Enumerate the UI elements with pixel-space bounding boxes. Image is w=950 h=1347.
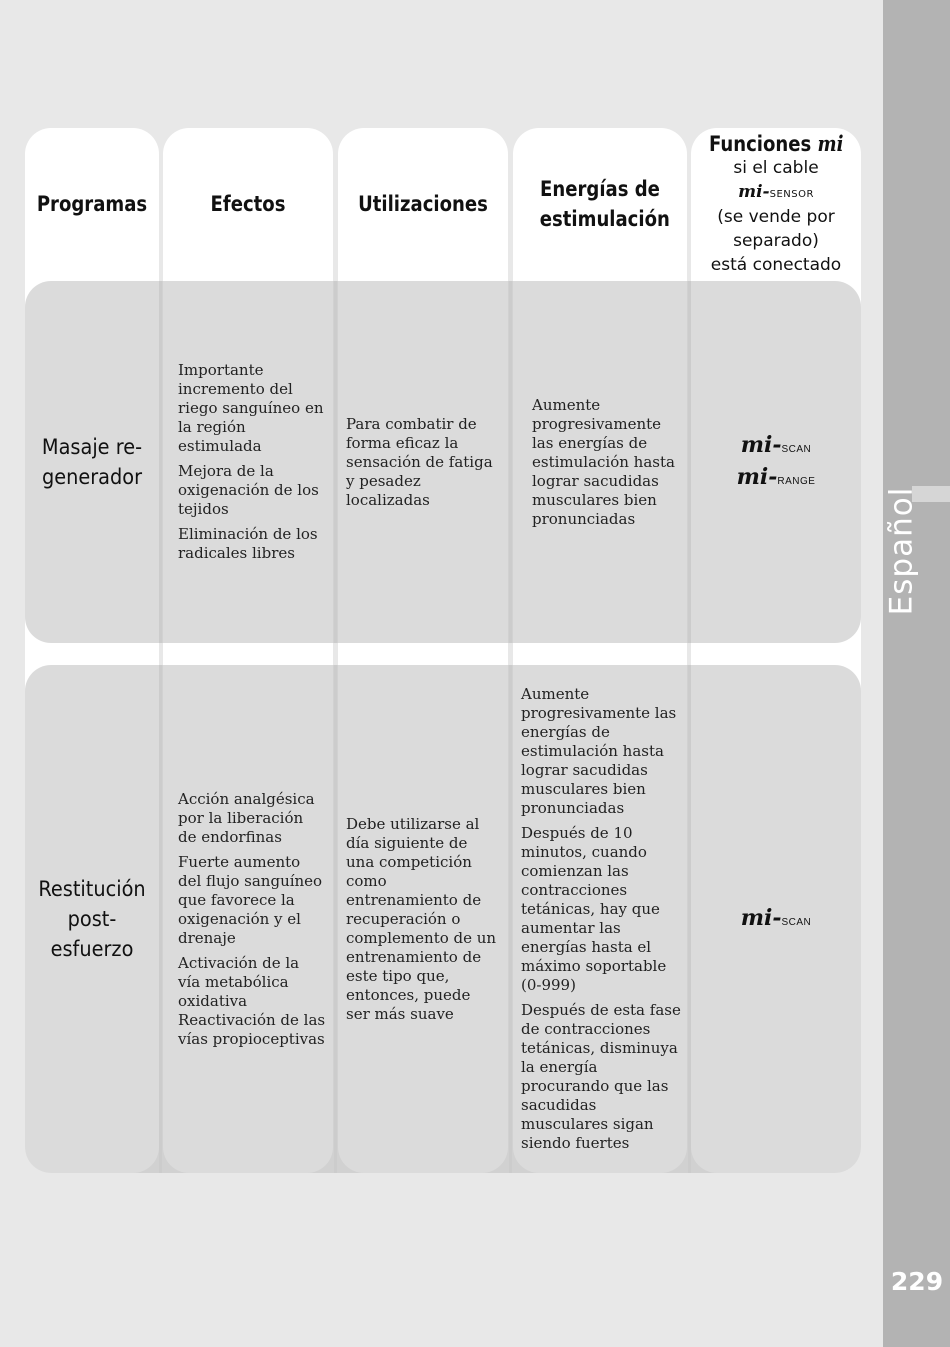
programa-name: [30, 281, 153, 643]
function-name: scan: [781, 439, 812, 455]
efecto-item: Acción analgésica por la liberación de endorfinas: [178, 789, 315, 846]
function-range: [737, 462, 816, 494]
row1-separator: [509, 281, 512, 643]
programa-text: Restitución post- esfuerzo: [38, 877, 146, 961]
row1-separator: [334, 281, 337, 643]
function-scan: [741, 430, 812, 462]
efecto-item: Importante incremento del riego sanguíneo en la región estimulada: [178, 361, 324, 455]
utilizaciones-cell: [346, 665, 498, 1173]
mi-logo-icon: mi-: [738, 182, 770, 202]
row2-separator: [509, 665, 512, 1173]
language-label: [881, 486, 921, 616]
utilizacion-item: Debe utilizarse al día siguiente de una competición como entrenamiento de recuperación o complemento de un entrenamiento de este tipo que, entonces, puede ser más suave: [346, 814, 497, 1023]
row1-separator: [159, 281, 162, 643]
energia-item: Aumente progresivamente las energías de estimulación hasta lograr sacudidas musculares bien pronunciadas: [532, 395, 675, 528]
utilizaciones-cell: [346, 281, 496, 643]
header-energias-text: Energías de estimulación: [539, 177, 670, 231]
funciones-cell: [693, 665, 859, 1173]
energias-cell: [532, 281, 678, 643]
programa-name: [30, 665, 153, 1173]
mi-logo-icon: mi: [817, 131, 844, 156]
programa-text: Masaje re- generador: [41, 435, 143, 489]
efectos-cell: [178, 665, 326, 1173]
header-funciones-word: Funciones: [708, 132, 812, 156]
mi-logo-icon: mi-: [740, 432, 782, 458]
header-efectos: Efectos: [210, 192, 286, 216]
language-text: Español: [883, 486, 920, 616]
page-number: 229: [890, 1267, 944, 1296]
function-scan: [741, 903, 812, 935]
efecto-item: Eliminación de los radicales libres: [178, 525, 318, 562]
header-funciones-title: [709, 131, 844, 156]
header-funciones-line1: si el cable: [733, 158, 819, 178]
energia-item: Después de 10 minutos, cuando comienzan las contracciones tetánicas, hay que aumentar las energías hasta el máximo soportable (0-999): [521, 824, 667, 994]
header-funciones-line3: (se vende por separado): [717, 207, 835, 251]
header-programas: Programas: [36, 192, 148, 216]
energia-item: Aumente progresivamente las energías de estimulación hasta lograr sacudidas musculares bien pronunciadas: [521, 685, 677, 817]
header-funciones-line4: está conectado: [710, 255, 842, 275]
function-name: range: [777, 471, 816, 487]
row1-separator: [688, 281, 691, 643]
header-funciones-sensor: [738, 180, 814, 205]
function-name: scan: [781, 912, 812, 928]
sensor-label: sensor: [769, 185, 814, 201]
row2-separator: [688, 665, 691, 1173]
header-funciones: [693, 128, 859, 280]
energia-item: Después de esta fase de contracciones tetánicas, disminuya la energía procurando que las sacudidas musculares sigan siendo fuertes: [521, 1001, 681, 1152]
row2-separator: [159, 665, 162, 1173]
header-utilizaciones: Utilizaciones: [358, 192, 488, 216]
row2-separator: [334, 665, 337, 1173]
efecto-item: Fuerte aumento del flujo sanguíneo que favorece la oxigenación y el drenaje: [178, 852, 323, 947]
energias-cell: [521, 665, 681, 1173]
efecto-item: Mejora de la oxigenación de los tejidos: [178, 462, 319, 518]
efectos-cell: [178, 281, 326, 643]
header-energias: [525, 128, 675, 280]
page-sidebar: [883, 0, 950, 1347]
mi-logo-icon: mi-: [736, 464, 778, 490]
utilizacion-item: Para combatir de forma eficaz la sensación de fatiga y pesadez localizadas: [346, 414, 493, 509]
efecto-item: Activación de la vía metabólica oxidativa Reactivación de las vías propioceptivas: [178, 953, 326, 1048]
mi-logo-icon: mi-: [740, 905, 782, 931]
funciones-cell: [693, 281, 859, 643]
